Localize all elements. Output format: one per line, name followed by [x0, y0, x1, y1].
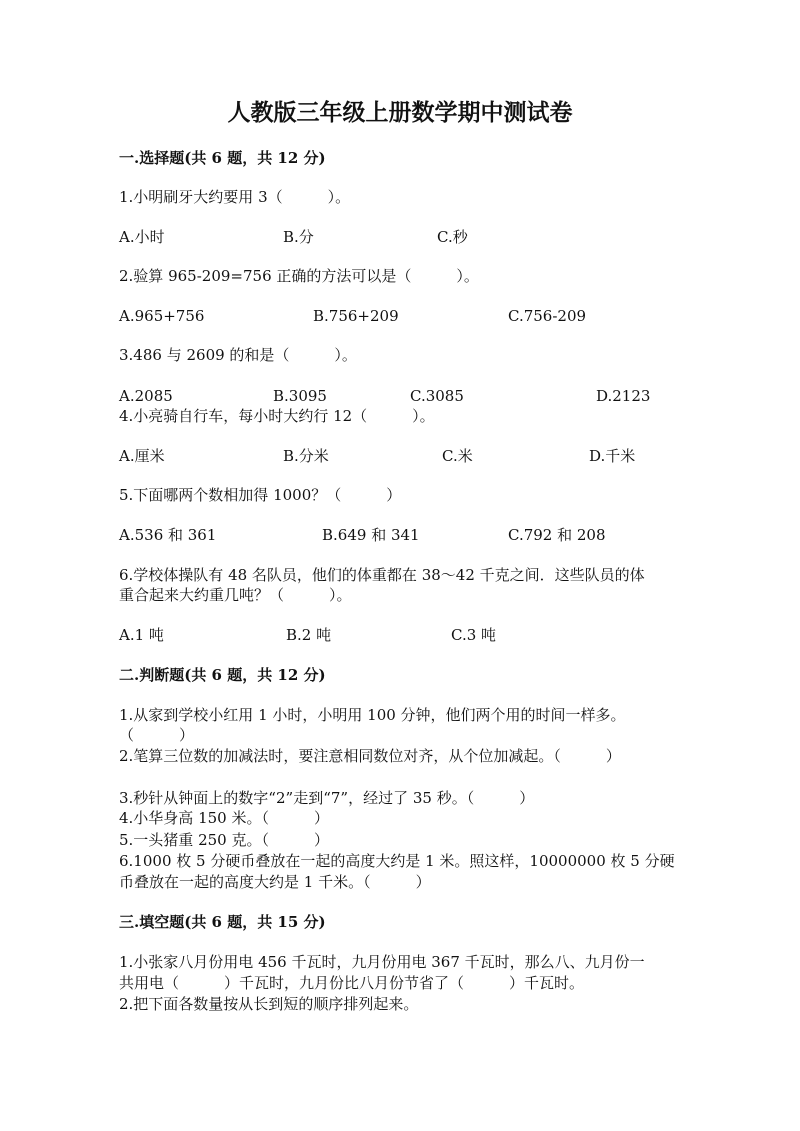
- page-title: 人教版三年级上册数学期中测试卷: [227, 99, 573, 126]
- question-text: 1.从家到学校小红用 1 小时，小明用 100 分钟，他们两个用的时间一样多。: [119, 706, 626, 724]
- answer-option[interactable]: C.米: [442, 447, 473, 465]
- answer-option[interactable]: B.649 和 341: [322, 526, 420, 544]
- question-text: 3.秒针从钟面上的数字“2”走到“7”，经过了 35 秒。（ ）: [119, 789, 535, 807]
- question-text: 2.笔算三位数的加减法时，要注意相同数位对齐，从个位加减起。（ ）: [119, 747, 621, 765]
- answer-option[interactable]: C.792 和 208: [508, 526, 606, 544]
- answer-option[interactable]: C.3 吨: [451, 626, 497, 644]
- answer-option[interactable]: B.3095: [273, 387, 327, 405]
- answer-option[interactable]: A.小时: [119, 228, 165, 246]
- question-text: 重合起来大约重几吨？（ ）。: [119, 586, 352, 604]
- answer-blank[interactable]: （ ）: [119, 726, 195, 744]
- question-text: 4.小亮骑自行车，每小时大约行 12（ ）。: [119, 407, 435, 425]
- question-text: 1.小张家八月份用电 456 千瓦时，九月份用电 367 千瓦时，那么八、九月份一: [119, 953, 645, 971]
- section-heading-true-false: 二.判断题(共 6 题，共 12 分): [119, 666, 326, 684]
- answer-option[interactable]: D.2123: [596, 387, 651, 405]
- question-text: 6.学校体操队有 48 名队员，他们的体重都在 38～42 千克之间．这些队员的体: [119, 566, 645, 584]
- question-text: 5.一头猪重 250 克。（ ）: [119, 831, 329, 849]
- answer-option[interactable]: B.分米: [283, 447, 329, 465]
- question-text: 1.小明刷牙大约要用 3（ ）。: [119, 188, 351, 206]
- question-text: 4.小华身高 150 米。（ ）: [119, 809, 329, 827]
- question-text: 5.下面哪两个数相加得 1000？（ ）: [119, 486, 402, 504]
- answer-option[interactable]: A.1 吨: [119, 626, 164, 644]
- answer-option[interactable]: A.965+756: [119, 307, 205, 325]
- section-heading-fill-in: 三.填空题(共 6 题，共 15 分): [119, 913, 326, 931]
- answer-option[interactable]: D.千米: [589, 447, 636, 465]
- question-text: 币叠放在一起的高度大约是 1 千米。（ ）: [119, 873, 431, 891]
- question-text: 6.1000 枚 5 分硬币叠放在一起的高度大约是 1 米。照这样，10000000 枚 5 分硬: [119, 852, 675, 870]
- question-text: 2.把下面各数量按从长到短的顺序排列起来。: [119, 995, 419, 1013]
- section-heading-multiple-choice: 一.选择题(共 6 题，共 12 分): [119, 149, 326, 167]
- answer-option[interactable]: B.2 吨: [286, 626, 332, 644]
- question-text: 共用电（ ）千瓦时，九月份比八月份节省了（ ）千瓦时。: [119, 974, 585, 992]
- answer-option[interactable]: C.秒: [437, 228, 468, 246]
- question-text: 2.验算 965-209=756 正确的方法可以是（ ）。: [119, 267, 479, 285]
- answer-option[interactable]: A.536 和 361: [119, 526, 217, 544]
- answer-option[interactable]: A.厘米: [119, 447, 165, 465]
- answer-option[interactable]: C.756-209: [508, 307, 587, 325]
- answer-option[interactable]: B.756+209: [313, 307, 399, 325]
- answer-option[interactable]: C.3085: [410, 387, 464, 405]
- question-text: 3.486 与 2609 的和是（ ）。: [119, 346, 357, 364]
- answer-option[interactable]: B.分: [283, 228, 314, 246]
- answer-option[interactable]: A.2085: [119, 387, 173, 405]
